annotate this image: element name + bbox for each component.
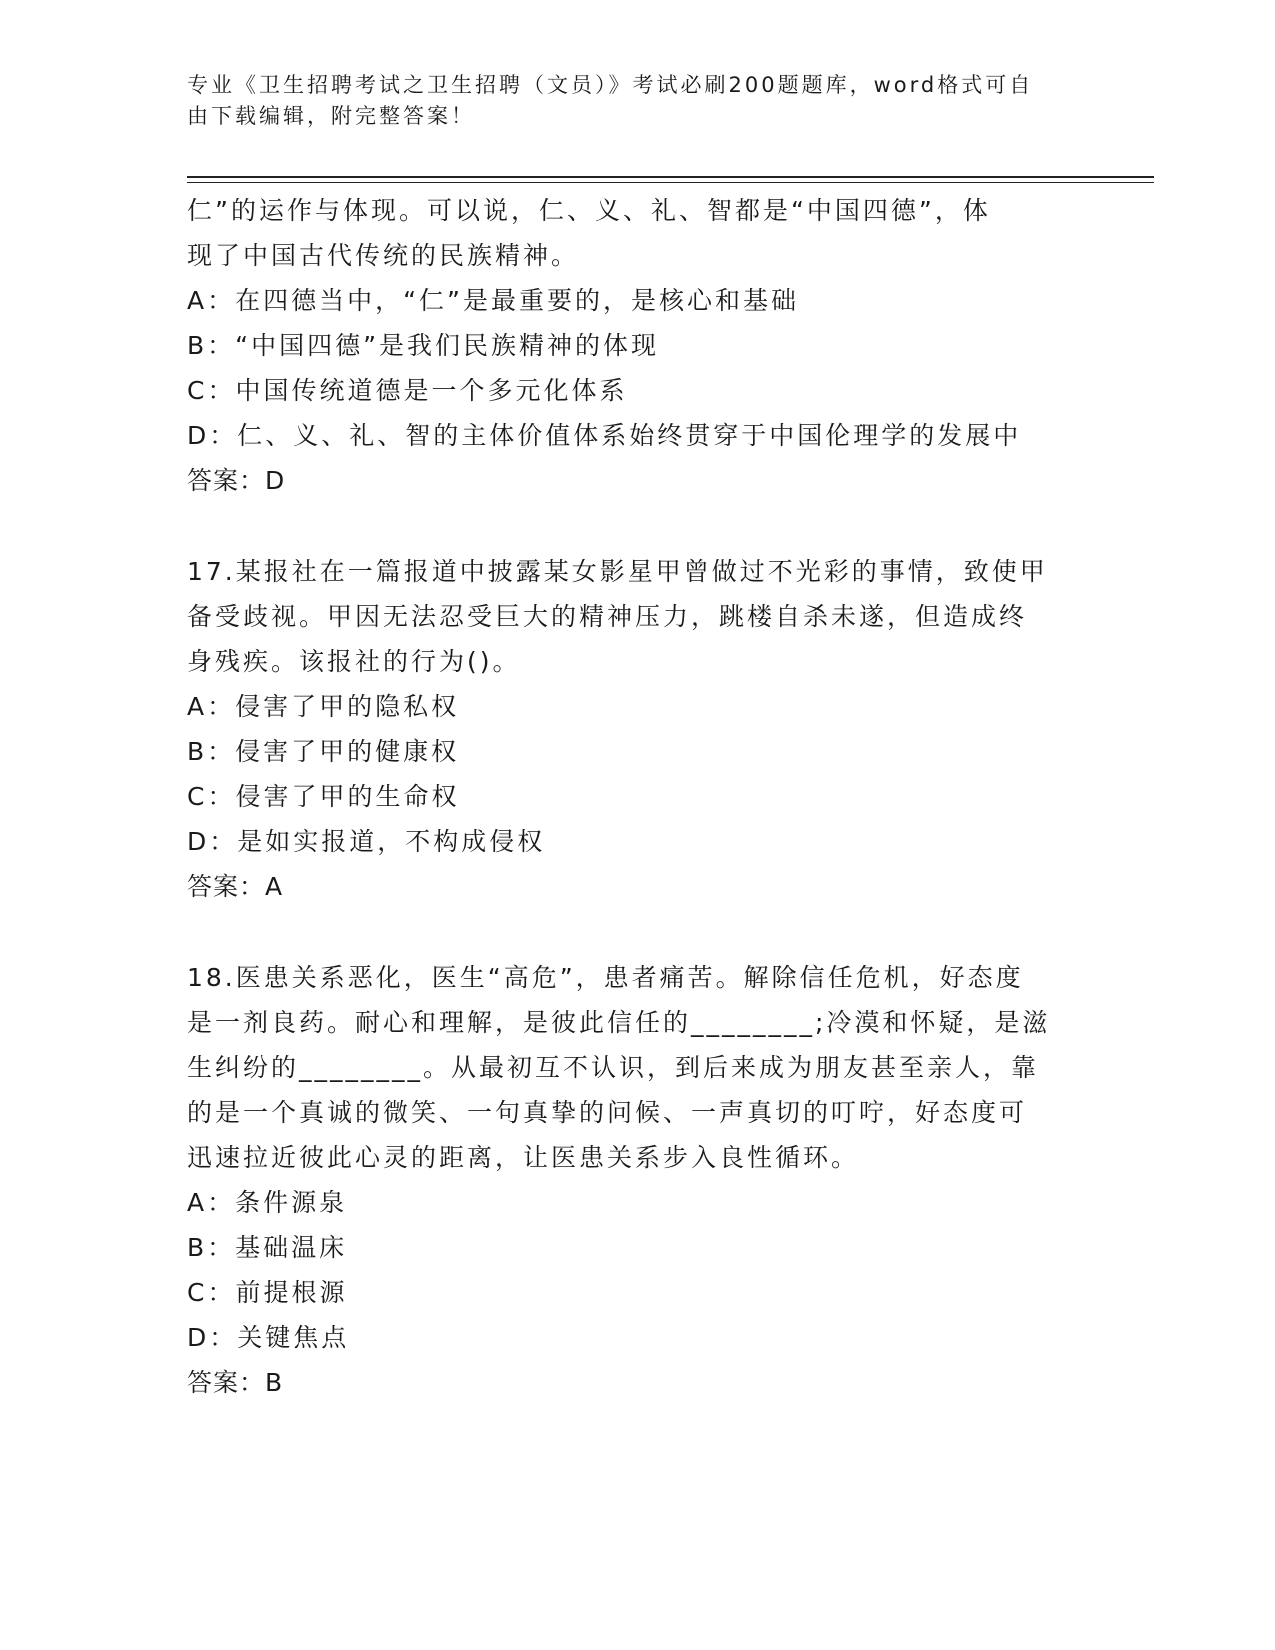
option-b: B：“中国四德”是我们民族精神的体现 <box>187 331 660 360</box>
header-line-2: 由下载编辑，附完整答案！ <box>187 104 475 128</box>
question-text-line: 仁”的运作与体现。可以说，仁、义、礼、智都是“中国四德”，体 <box>187 196 991 225</box>
question-text-line: 17.某报社在一篇报道中披露某女影星甲曾做过不光彩的事情，致使甲 <box>187 557 1048 586</box>
question-text-line: 是一剂良药。耐心和理解，是彼此信任的________;冷漠和怀疑，是滋 <box>187 1008 1051 1037</box>
option-a: A：侵害了甲的隐私权 <box>187 692 460 721</box>
question-16-block <box>187 188 1087 503</box>
answer-label: 答案：B <box>187 1368 284 1397</box>
option-d: D：是如实报道，不构成侵权 <box>187 827 546 856</box>
option-d: D：关键焦点 <box>187 1323 350 1352</box>
spacer <box>187 503 1087 549</box>
option-c: C：侵害了甲的生命权 <box>187 782 460 811</box>
question-text-line: 的是一个真诚的微笑、一句真挚的问候、一声真切的叮咛，好态度可 <box>187 1098 1028 1127</box>
header-rule-thick <box>187 176 1154 178</box>
question-18-block <box>187 955 1087 1405</box>
header-line-1: 专业《卫生招聘考试之卫生招聘（文员）》考试必刷200题题库，word格式可自 <box>187 73 1034 97</box>
option-c: C：中国传统道德是一个多元化体系 <box>187 376 628 405</box>
option-a: A：条件源泉 <box>187 1188 348 1217</box>
answer-label: 答案：D <box>187 466 286 495</box>
question-content <box>187 188 1087 1405</box>
question-text-line: 现了中国古代传统的民族精神。 <box>187 241 580 270</box>
option-c: C：前提根源 <box>187 1278 348 1307</box>
question-text-line: 身残疾。该报社的行为()。 <box>187 647 521 676</box>
question-text-line: 生纠纷的________。从最初互不认识，到后来成为朋友甚至亲人，靠 <box>187 1053 1040 1082</box>
page-header <box>187 70 1087 132</box>
option-b: B：基础温床 <box>187 1233 348 1262</box>
answer-label: 答案：A <box>187 872 284 901</box>
question-text-line: 迅速拉近彼此心灵的距离，让医患关系步入良性循环。 <box>187 1143 860 1172</box>
option-b: B：侵害了甲的健康权 <box>187 737 460 766</box>
option-a: A：在四德当中，“仁”是最重要的，是核心和基础 <box>187 286 800 315</box>
question-text-line: 18.医患关系恶化，医生“高危”，患者痛苦。解除信任危机，好态度 <box>187 963 1024 992</box>
header-rule-thin <box>187 182 1154 183</box>
option-d: D：仁、义、礼、智的主体价值体系始终贯穿于中国伦理学的发展中 <box>187 421 1022 450</box>
spacer <box>187 909 1087 955</box>
question-17-block <box>187 549 1087 909</box>
question-text-line: 备受歧视。甲因无法忍受巨大的精神压力，跳楼自杀未遂，但造成终 <box>187 602 1028 631</box>
